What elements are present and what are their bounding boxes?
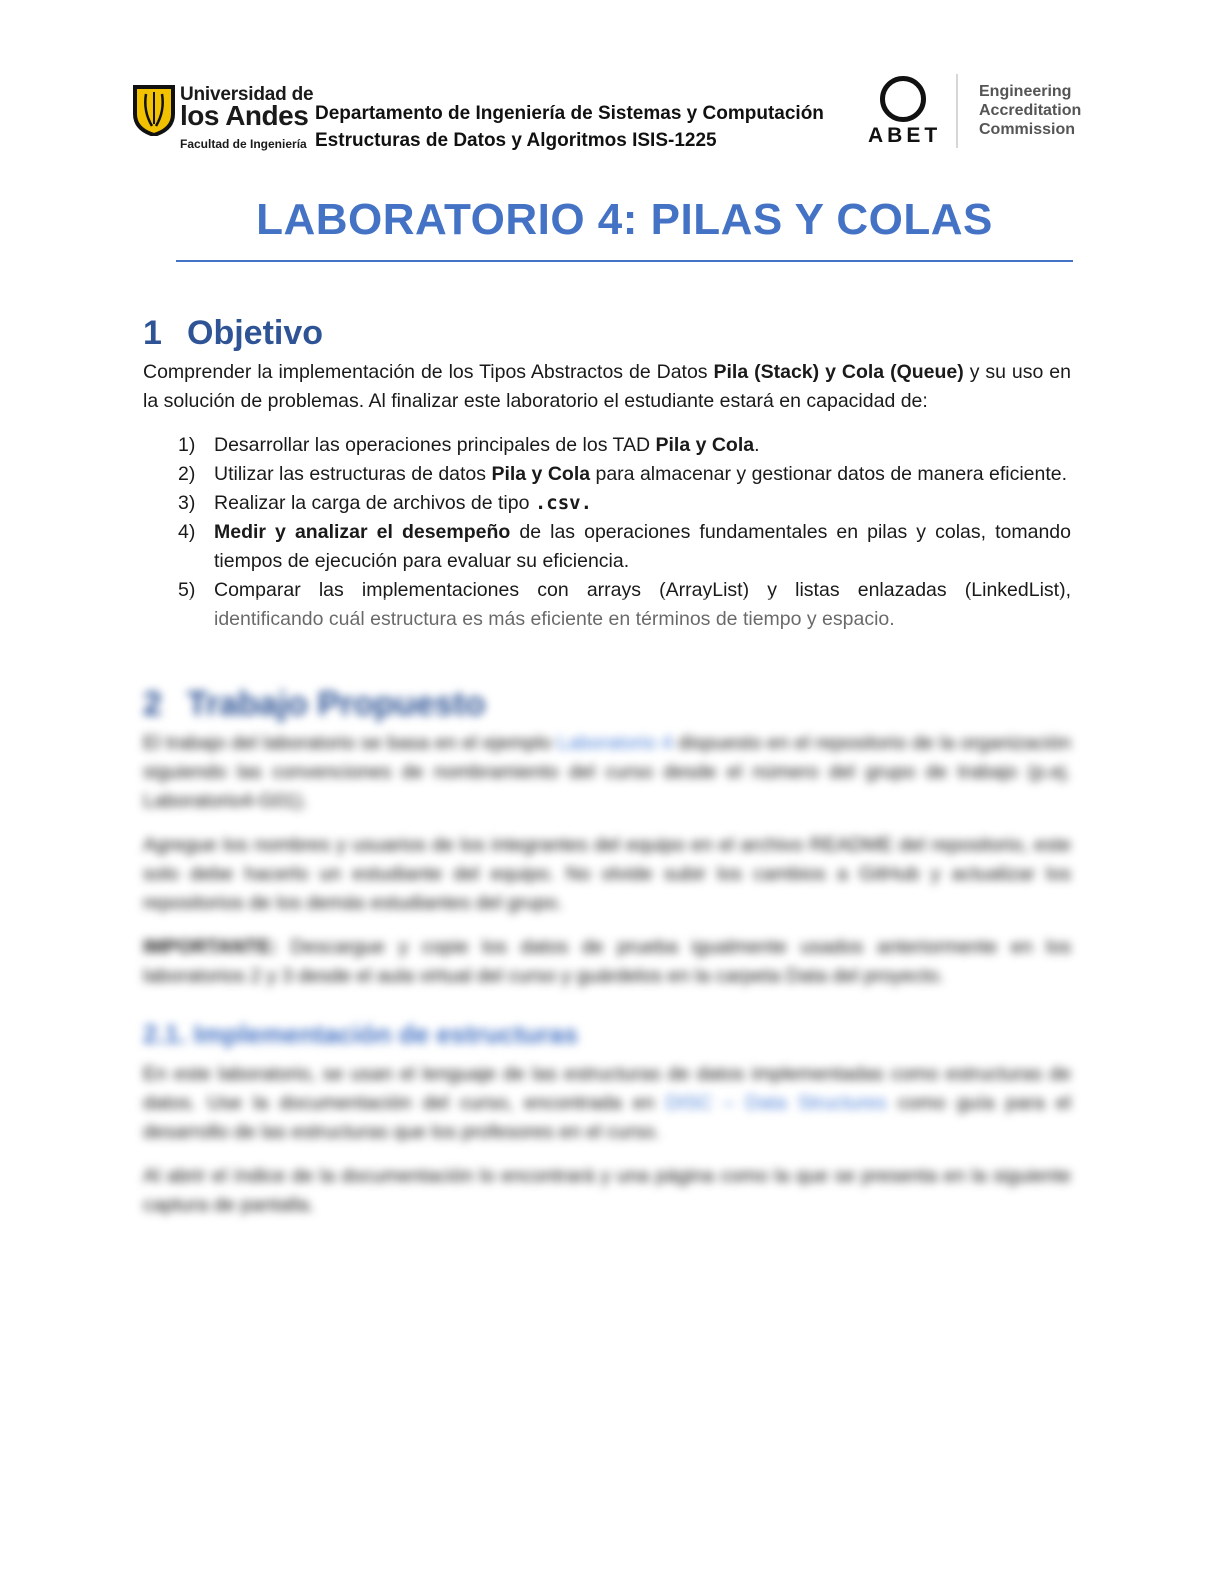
section2-paragraph3 (143, 933, 1071, 991)
university-name-line1: Universidad de (180, 84, 314, 105)
list-item-text-end: para almacenar y gestionar datos de manera eficiente. (590, 463, 1068, 485)
subsection-heading: 2.1. Implementación de estructuras (143, 1019, 578, 1049)
list-item-text-end: . (754, 434, 760, 456)
section1-title: Objetivo (187, 314, 324, 352)
section2-heading (143, 685, 486, 724)
list-item-number: 4) (178, 521, 196, 543)
abet-logo (866, 74, 1096, 154)
intro-text-bold: Pila (Stack) y Cola (Queue) (713, 361, 964, 383)
list-item-text-end: de las operaciones fundamentales en pilas y colas, tomando tiempos de ejecución para evaluar su eficiencia. (214, 521, 1071, 572)
section2-paragraph5: Al abrir el índice de la documentación lo encontrará y una página como la que se presenta en la siguiente captura de pantalla. (143, 1165, 1071, 1216)
course-name: Estructuras de Datos y Algoritmos ISIS-1225 (315, 130, 717, 151)
section1-heading (143, 314, 323, 353)
blur-mask (0, 598, 1224, 638)
abet-ring-icon (880, 76, 926, 122)
list-item-text: Realizar la carga de archivos de tipo (214, 492, 535, 514)
shield-icon (132, 84, 176, 136)
title-divider (176, 260, 1073, 262)
section2-title: Trabajo Propuesto (187, 685, 486, 723)
abet-line2: Accreditation (979, 102, 1082, 119)
section2-paragraph2: Agregue los nombres y usuarios de los integrantes del equipo en el archivo README del repositorio, este solo debe hacerlo un estudiante del equipo. No olvide subir los cambios a GitHub y actualizar los repositorios de los demás estudiantes del grupo. (143, 834, 1071, 914)
section2-paragraph4 (143, 1060, 1071, 1147)
list-item-number: 2) (178, 463, 196, 485)
p1-text-b: dispuesto en el repositorio de la organización siguiendo las convenciones de nombramiento del curso desde el número del grupo de trabajo (p.ej. Laboratorio4-G01). (143, 732, 1071, 812)
disc-docs-link[interactable]: DISC – Data Structures (665, 1092, 887, 1114)
page-header (0, 0, 1224, 170)
list-item-text: Comparar las implementaciones con arrays (ArrayList) y listas enlazadas (LinkedList), identificando cuál estructura es más eficiente en términos de tiempo y espacio. (214, 579, 1071, 630)
intro-text-a: Comprender la implementación de los Tipos Abstractos de Datos (143, 361, 714, 383)
list-item-text: Desarrollar las operaciones principales de los TAD (214, 434, 656, 456)
important-label: IMPORTANTE: (143, 936, 277, 958)
list-item-bold: Pila y Cola (491, 463, 591, 485)
list-item-number: 5) (178, 579, 196, 601)
p3-text: Descargue y copie los datos de prueba igualmente usados anteriormente en los laboratorios 2 y 3 desde el aula virtual del curso y guárdelos en la carpeta Data del proyecto. (143, 936, 1071, 987)
section1-number: 1 (143, 314, 162, 352)
p1-text-a: El trabajo del laboratorio se basa en el ejemplo (143, 732, 558, 754)
abet-divider (956, 74, 958, 148)
list-item-code: .csv. (534, 492, 593, 514)
abet-wordmark: ABET (868, 124, 942, 147)
list-item (178, 489, 1071, 518)
faculty-name: Facultad de Ingeniería (180, 137, 307, 151)
section2-number: 2 (143, 685, 162, 723)
list-item-text: Utilizar las estructuras de datos (214, 463, 492, 485)
section1-intro (143, 358, 1071, 416)
abet-line1: Engineering (979, 83, 1072, 100)
p4-text-b: como guía para el desarrollo de las estructuras que los profesores en el curso. (143, 1092, 1071, 1143)
list-item (178, 460, 1071, 489)
list-item-bold: Pila y Cola (655, 434, 755, 456)
intro-text-c: y su uso en la solución de problemas. Al finalizar este laboratorio el estudiante estará en capacidad de: (143, 361, 1071, 412)
department-name: Departamento de Ingeniería de Sistemas y Computación (315, 103, 824, 124)
university-name-line2: los Andes (180, 100, 309, 131)
p4-text-a: En este laboratorio, se usan el lenguaje de las estructuras de datos implementadas como estructuras de datos. Use la documentación del curso, encontrada en (143, 1063, 1071, 1114)
list-item-number: 1) (178, 434, 196, 456)
abet-commission-text (979, 82, 1081, 139)
list-item (178, 431, 1071, 460)
abet-line3: Commission (979, 121, 1076, 138)
list-item-bold: Medir y analizar el desempeño (214, 521, 511, 543)
document-title: LABORATORIO 4: PILAS Y COLAS (256, 195, 993, 244)
list-item-number: 3) (178, 492, 196, 514)
section2-paragraph1 (143, 729, 1071, 816)
department-block (315, 100, 824, 154)
laboratorio-link[interactable]: Laboratorio 4 (557, 732, 673, 754)
universidad-de-los-andes-logo (132, 84, 314, 152)
list-item (178, 518, 1071, 576)
